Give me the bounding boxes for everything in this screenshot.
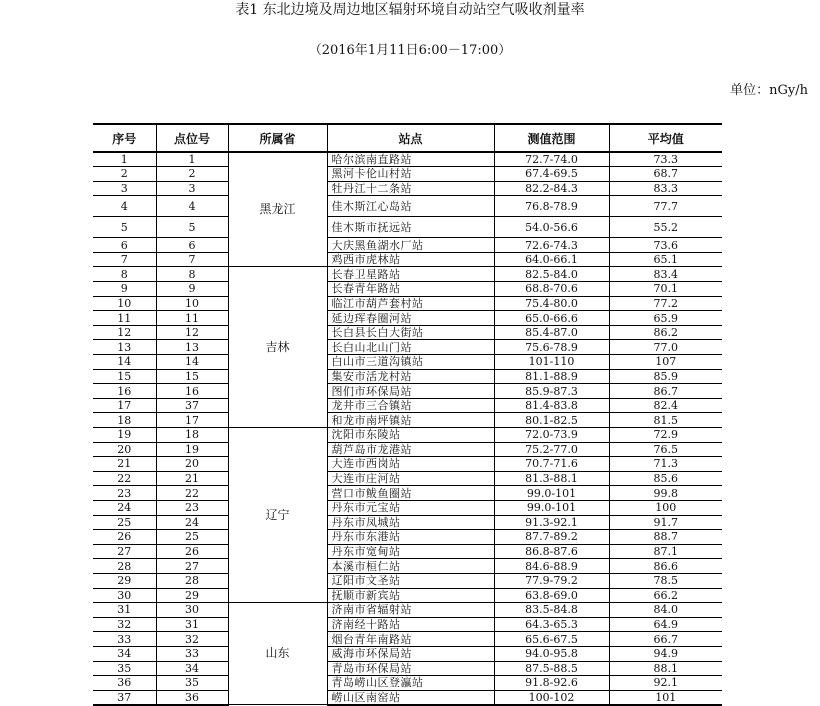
row-number: 14 (93, 355, 156, 370)
average-value: 77.2 (609, 296, 722, 311)
site-name: 集安市活龙村站 (327, 369, 494, 384)
measured-range: 82.5-84.0 (494, 267, 609, 282)
row-number: 5 (93, 217, 156, 238)
measured-range: 81.3-88.1 (494, 471, 609, 486)
site-name: 大庆黑鱼湖水厂站 (327, 238, 494, 253)
site-name: 威海市环保局站 (327, 646, 494, 661)
point-number: 29 (156, 588, 228, 603)
site-name: 长春卫星路站 (327, 267, 494, 282)
row-number: 25 (93, 515, 156, 530)
point-number: 35 (156, 676, 228, 691)
point-number: 37 (156, 398, 228, 413)
table-row (93, 296, 722, 311)
point-number: 31 (156, 617, 228, 632)
row-number: 1 (93, 152, 156, 167)
average-value: 99.8 (609, 486, 722, 501)
average-value: 94.9 (609, 646, 722, 661)
row-number: 23 (93, 486, 156, 501)
measured-range: 86.8-87.6 (494, 544, 609, 559)
province-cell: 吉林 (228, 267, 327, 428)
site-name: 哈尔滨南直路站 (327, 152, 494, 167)
row-number: 19 (93, 428, 156, 443)
measured-range: 64.0-66.1 (494, 252, 609, 267)
measured-range: 91.3-92.1 (494, 515, 609, 530)
average-value: 86.7 (609, 384, 722, 399)
site-name: 丹东市宽甸站 (327, 544, 494, 559)
point-number: 32 (156, 632, 228, 647)
average-value: 65.9 (609, 311, 722, 326)
table-row (93, 530, 722, 545)
table-row (93, 311, 722, 326)
average-value: 100 (609, 500, 722, 515)
average-value: 71.3 (609, 457, 722, 472)
average-value: 77.0 (609, 340, 722, 355)
site-name: 牡丹江十二条站 (327, 181, 494, 196)
row-number: 26 (93, 530, 156, 545)
table-row (93, 442, 722, 457)
point-number: 27 (156, 559, 228, 574)
site-name: 大连市庄河站 (327, 471, 494, 486)
site-name: 丹东市东港站 (327, 530, 494, 545)
table-row (93, 152, 722, 167)
table-row (93, 573, 722, 588)
table-row (93, 267, 722, 282)
average-value: 73.3 (609, 152, 722, 167)
site-name: 烟台青年南路站 (327, 632, 494, 647)
site-name: 临江市葫芦套村站 (327, 296, 494, 311)
site-name: 长春青年路站 (327, 282, 494, 297)
row-number: 8 (93, 267, 156, 282)
site-name: 青岛市环保局站 (327, 661, 494, 676)
table-row (93, 398, 722, 413)
average-value: 107 (609, 355, 722, 370)
measured-range: 80.1-82.5 (494, 413, 609, 428)
table-row (93, 282, 722, 297)
table-row (93, 544, 722, 559)
table-row (93, 500, 722, 515)
measured-range: 75.4-80.0 (494, 296, 609, 311)
average-value: 86.2 (609, 325, 722, 340)
row-number: 22 (93, 471, 156, 486)
point-number: 7 (156, 252, 228, 267)
table-row (93, 252, 722, 267)
point-number: 34 (156, 661, 228, 676)
point-number: 25 (156, 530, 228, 545)
header-range: 测值范围 (494, 124, 609, 152)
table-row (93, 646, 722, 661)
row-number: 7 (93, 252, 156, 267)
site-name: 图们市环保局站 (327, 384, 494, 399)
site-name: 长白山北山门站 (327, 340, 494, 355)
measured-range: 82.2-84.3 (494, 181, 609, 196)
measured-range: 84.6-88.9 (494, 559, 609, 574)
row-number: 4 (93, 196, 156, 217)
site-name: 长白县长白大街站 (327, 325, 494, 340)
table-row (93, 167, 722, 182)
site-name: 抚顺市新宾站 (327, 588, 494, 603)
measured-range: 75.2-77.0 (494, 442, 609, 457)
table-row (93, 181, 722, 196)
average-value: 82.4 (609, 398, 722, 413)
table-row (93, 486, 722, 501)
measured-range: 64.3-65.3 (494, 617, 609, 632)
measured-range: 81.4-83.8 (494, 398, 609, 413)
point-number: 30 (156, 603, 228, 618)
row-number: 36 (93, 676, 156, 691)
table-row (93, 457, 722, 472)
point-number: 24 (156, 515, 228, 530)
measured-range: 54.0-56.6 (494, 217, 609, 238)
point-number: 20 (156, 457, 228, 472)
site-name: 丹东市元宝站 (327, 500, 494, 515)
measured-range: 76.8-78.9 (494, 196, 609, 217)
site-name: 营口市鲅鱼圈站 (327, 486, 494, 501)
site-name: 佳木斯市抚远站 (327, 217, 494, 238)
site-name: 佳木斯江心岛站 (327, 196, 494, 217)
point-number: 3 (156, 181, 228, 196)
row-number: 15 (93, 369, 156, 384)
average-value: 88.7 (609, 530, 722, 545)
average-value: 73.6 (609, 238, 722, 253)
point-number: 18 (156, 428, 228, 443)
measured-range: 72.7-74.0 (494, 152, 609, 167)
average-value: 77.7 (609, 196, 722, 217)
point-number: 15 (156, 369, 228, 384)
average-value: 88.1 (609, 661, 722, 676)
average-value: 85.6 (609, 471, 722, 486)
table-row (93, 355, 722, 370)
province-cell: 黑龙江 (228, 152, 327, 267)
site-name: 济南经十路站 (327, 617, 494, 632)
row-number: 21 (93, 457, 156, 472)
average-value: 83.4 (609, 267, 722, 282)
average-value: 84.0 (609, 603, 722, 618)
average-value: 55.2 (609, 217, 722, 238)
average-value: 92.1 (609, 676, 722, 691)
average-value: 91.7 (609, 515, 722, 530)
point-number: 6 (156, 238, 228, 253)
measured-range: 101-110 (494, 355, 609, 370)
point-number: 22 (156, 486, 228, 501)
measured-range: 72.0-73.9 (494, 428, 609, 443)
row-number: 30 (93, 588, 156, 603)
measured-range: 75.6-78.9 (494, 340, 609, 355)
average-value: 72.9 (609, 428, 722, 443)
point-number: 26 (156, 544, 228, 559)
measured-range: 87.7-89.2 (494, 530, 609, 545)
header-point: 点位号 (156, 124, 228, 152)
table-row (93, 603, 722, 618)
average-value: 76.5 (609, 442, 722, 457)
row-number: 20 (93, 442, 156, 457)
table-row (93, 515, 722, 530)
point-number: 5 (156, 217, 228, 238)
average-value: 83.3 (609, 181, 722, 196)
row-number: 37 (93, 690, 156, 705)
average-value: 70.1 (609, 282, 722, 297)
average-value: 81.5 (609, 413, 722, 428)
table-row (93, 238, 722, 253)
table-row (93, 384, 722, 399)
row-number: 3 (93, 181, 156, 196)
header-average: 平均值 (609, 124, 722, 152)
row-number: 13 (93, 340, 156, 355)
row-number: 29 (93, 573, 156, 588)
site-name: 沈阳市东陵站 (327, 428, 494, 443)
measured-range: 77.9-79.2 (494, 573, 609, 588)
measured-range: 81.1-88.9 (494, 369, 609, 384)
site-name: 崂山区南窑站 (327, 690, 494, 705)
measured-range: 67.4-69.5 (494, 167, 609, 182)
measured-range: 99.0-101 (494, 486, 609, 501)
row-number: 2 (93, 167, 156, 182)
row-number: 27 (93, 544, 156, 559)
measured-range: 70.7-71.6 (494, 457, 609, 472)
table-row (93, 196, 722, 217)
row-number: 34 (93, 646, 156, 661)
row-number: 35 (93, 661, 156, 676)
point-number: 11 (156, 311, 228, 326)
measured-range: 65.6-67.5 (494, 632, 609, 647)
site-name: 延边珲春圈河站 (327, 311, 494, 326)
row-number: 28 (93, 559, 156, 574)
measured-range: 91.8-92.6 (494, 676, 609, 691)
row-number: 31 (93, 603, 156, 618)
table-caption: 表1 东北边境及周边地区辐射环境自动站空气吸收剂量率 (235, 2, 585, 18)
row-number: 9 (93, 282, 156, 297)
table-row (93, 661, 722, 676)
table-body (93, 152, 722, 705)
point-number: 10 (156, 296, 228, 311)
table-row (93, 413, 722, 428)
site-name: 鸡西市虎林站 (327, 252, 494, 267)
average-value: 85.9 (609, 369, 722, 384)
site-name: 本溪市桓仁站 (327, 559, 494, 574)
average-value: 65.1 (609, 252, 722, 267)
measured-range: 68.8-70.6 (494, 282, 609, 297)
measured-range: 94.0-95.8 (494, 646, 609, 661)
table-row (93, 676, 722, 691)
point-number: 36 (156, 690, 228, 705)
point-number: 33 (156, 646, 228, 661)
table-row (93, 690, 722, 705)
table-row (93, 471, 722, 486)
measured-range: 65.0-66.6 (494, 311, 609, 326)
average-value: 101 (609, 690, 722, 705)
site-name: 丹东市凤城站 (327, 515, 494, 530)
site-name: 济南市省辐射站 (327, 603, 494, 618)
province-cell: 山东 (228, 603, 327, 705)
point-number: 2 (156, 167, 228, 182)
site-name: 辽阳市文圣站 (327, 573, 494, 588)
table-row (93, 340, 722, 355)
site-name: 龙井市三合镇站 (327, 398, 494, 413)
measured-range: 100-102 (494, 690, 609, 705)
measured-range: 85.4-87.0 (494, 325, 609, 340)
table-row (93, 559, 722, 574)
average-value: 66.2 (609, 588, 722, 603)
row-number: 16 (93, 384, 156, 399)
row-number: 18 (93, 413, 156, 428)
site-name: 葫芦岛市龙港站 (327, 442, 494, 457)
table-row (93, 325, 722, 340)
table-row (93, 369, 722, 384)
site-name: 大连市西岗站 (327, 457, 494, 472)
unit-label: 单位：nGy/h (730, 83, 808, 98)
measured-range: 87.5-88.5 (494, 661, 609, 676)
row-number: 10 (93, 296, 156, 311)
point-number: 1 (156, 152, 228, 167)
province-cell: 辽宁 (228, 428, 327, 603)
table-row (93, 588, 722, 603)
point-number: 23 (156, 500, 228, 515)
dose-rate-table (93, 123, 722, 706)
row-number: 32 (93, 617, 156, 632)
average-value: 68.7 (609, 167, 722, 182)
point-number: 9 (156, 282, 228, 297)
row-number: 11 (93, 311, 156, 326)
site-name: 青岛崂山区登瀛站 (327, 676, 494, 691)
average-value: 78.5 (609, 573, 722, 588)
point-number: 12 (156, 325, 228, 340)
site-name: 白山市三道沟镇站 (327, 355, 494, 370)
table-row (93, 632, 722, 647)
measured-range: 72.6-74.3 (494, 238, 609, 253)
row-number: 24 (93, 500, 156, 515)
row-number: 12 (93, 325, 156, 340)
point-number: 21 (156, 471, 228, 486)
average-value: 86.6 (609, 559, 722, 574)
point-number: 14 (156, 355, 228, 370)
average-value: 87.1 (609, 544, 722, 559)
header-row (93, 124, 722, 152)
measured-range: 63.8-69.0 (494, 588, 609, 603)
measured-range: 99.0-101 (494, 500, 609, 515)
header-site: 站点 (327, 124, 494, 152)
average-value: 64.9 (609, 617, 722, 632)
time-period: （2016年1月11日6:00－17:00） (308, 43, 512, 58)
table-row (93, 428, 722, 443)
point-number: 13 (156, 340, 228, 355)
point-number: 8 (156, 267, 228, 282)
point-number: 19 (156, 442, 228, 457)
header-no: 序号 (112, 131, 137, 146)
site-name: 黑河卡伦山村站 (327, 167, 494, 182)
header-province: 所属省 (228, 124, 327, 152)
table-row (93, 217, 722, 238)
measured-range: 85.9-87.3 (494, 384, 609, 399)
point-number: 28 (156, 573, 228, 588)
row-number: 6 (93, 238, 156, 253)
point-number: 17 (156, 413, 228, 428)
average-value: 66.7 (609, 632, 722, 647)
row-number: 17 (93, 398, 156, 413)
measured-range: 83.5-84.8 (494, 603, 609, 618)
site-name: 和龙市南坪镇站 (327, 413, 494, 428)
table-row (93, 617, 722, 632)
row-number: 33 (93, 632, 156, 647)
point-number: 4 (156, 196, 228, 217)
point-number: 16 (156, 384, 228, 399)
